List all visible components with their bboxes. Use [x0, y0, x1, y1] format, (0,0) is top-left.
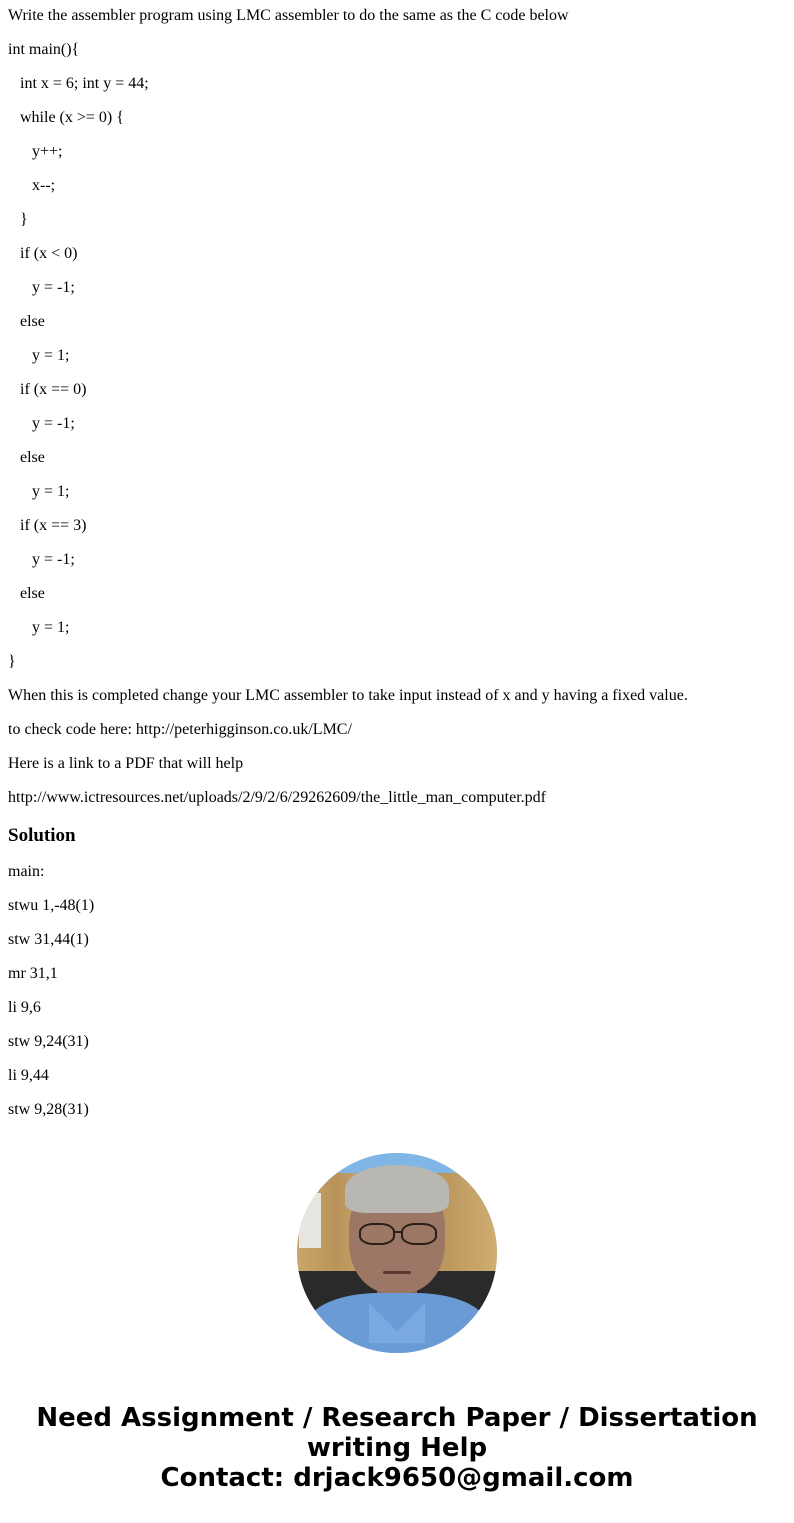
code-line: y = -1;: [32, 279, 75, 296]
code-line: if (x == 3): [20, 517, 87, 534]
solution-code-block: [8, 856, 786, 1128]
solution-line: stw 31,44(1): [8, 931, 89, 948]
solution-line: li 9,6: [8, 999, 41, 1016]
pdf-link[interactable]: http://www.ictresources.net/uploads/2/9/2/6/29262609/the_little_man_computer.pdf: [8, 789, 546, 806]
contact-banner: [0, 1403, 794, 1493]
code-line: else: [20, 585, 45, 602]
solution-line: stwu 1,-48(1): [8, 897, 95, 914]
code-line: y = 1;: [32, 347, 70, 364]
code-line: int x = 6; int y = 44;: [20, 75, 149, 92]
solution-line: stw 9,28(31): [8, 1101, 89, 1118]
code-line: if (x == 0): [20, 381, 87, 398]
banner-contact-email[interactable]: Contact: drjack9650@gmail.com: [160, 1463, 634, 1493]
code-line: y = -1;: [32, 415, 75, 432]
check-code-link[interactable]: to check code here: http://peterhigginson.co.uk/LMC/: [8, 721, 352, 738]
code-line: y = -1;: [32, 551, 75, 568]
code-line: }: [20, 211, 28, 228]
code-line: else: [20, 313, 45, 330]
question-followup: When this is completed change your LMC assembler to take input instead of x and y having a fixed value.: [8, 687, 688, 704]
code-line: y = 1;: [32, 483, 70, 500]
banner-line-2: writing Help: [306, 1433, 488, 1463]
pdf-intro: Here is a link to a PDF that will help: [8, 755, 244, 772]
solution-line: mr 31,1: [8, 965, 58, 982]
code-line: y = 1;: [32, 619, 70, 636]
solution-line: stw 9,24(31): [8, 1033, 89, 1050]
banner-line-1: Need Assignment / Research Paper / Dissertation: [36, 1403, 758, 1433]
code-line: }: [8, 653, 16, 670]
code-line: y++;: [32, 143, 63, 160]
solution-line: li 9,44: [8, 1067, 49, 1084]
code-line: x--;: [32, 177, 56, 194]
c-code-block: [8, 34, 786, 680]
glasses-icon: [359, 1223, 437, 1245]
code-line: else: [20, 449, 45, 466]
solution-line: main:: [8, 863, 45, 880]
solution-heading: Solution: [8, 825, 76, 846]
code-line: if (x < 0): [20, 245, 78, 262]
question-intro: Write the assembler program using LMC assembler to do the same as the C code below: [8, 7, 569, 24]
tutor-avatar-photo: [297, 1153, 497, 1353]
code-line: while (x >= 0) {: [20, 109, 124, 126]
code-line: int main(){: [8, 41, 80, 58]
